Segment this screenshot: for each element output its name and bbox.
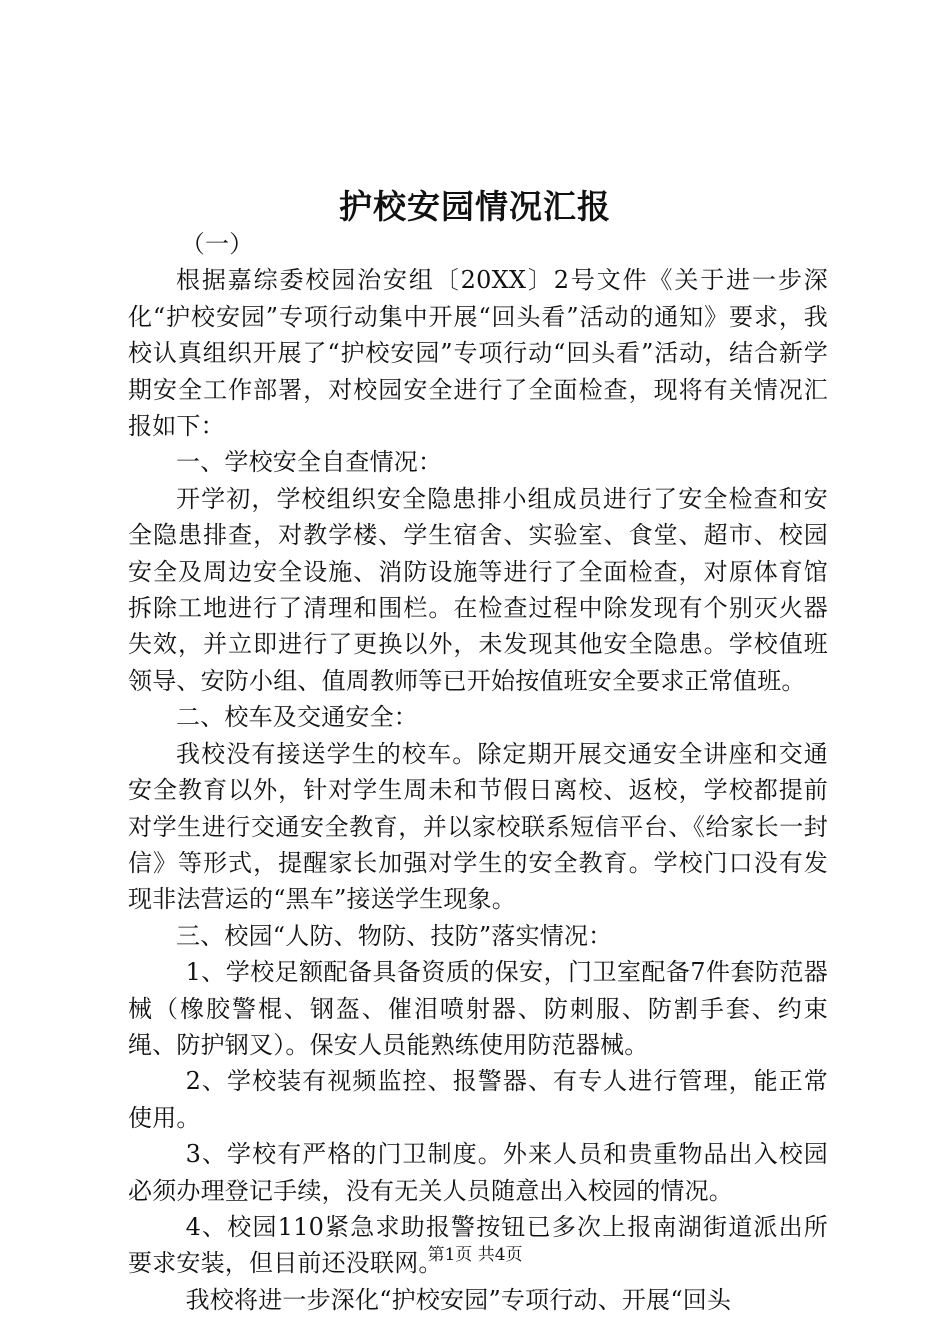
document-title: 护校安园情况汇报 (339, 187, 611, 226)
section-heading-3: 三、校园“人防、物防、技防”落实情况： (176, 921, 613, 950)
list-item-4: 4、校园110紧急求助报警按钮已多次上报南湖街道派出所要求安装，但目前还没联网。 (128, 1212, 828, 1278)
section-heading-2: 二、校车及交通安全： (176, 703, 418, 732)
list-item-3: 3、学校有严格的门卫制度。外来人员和贵重物品出入校园必须办理登记手续，没有无关人员随意出入校园的情况。 (128, 1140, 828, 1205)
page-number-footer: 第1页 共4页 (427, 1245, 523, 1265)
section-heading-1: 一、学校安全自查情况： (176, 448, 443, 477)
intro-paragraph: 根据嘉综委校园治安组〔20XX〕2号文件《关于进一步深化“护校安园”专项行动集中开展“回头看”活动的通知》要求，我校认真组织开展了“护校安园”专项行动“回头看”活动，结合新学期安全工作部署，对校园安全进行了全面检查，现将有关情况汇报如下： (128, 266, 828, 441)
list-item-1: 1、学校足额配备具备资质的保安，门卫室配备7件套防范器械（橡胶警棍、钢盔、催泪喷射器、防刺服、防割手套、约束绳、防护钢叉）。保安人员能熟练使用防范器械。 (128, 958, 828, 1059)
closing-paragraph: 我校将进一步深化“护校安园”专项行动、开展“回头 (185, 1285, 732, 1314)
document-body (128, 226, 828, 1318)
section-number: （一） (180, 230, 254, 258)
list-item-2: 2、学校装有视频监控、报警器、有专人进行管理，能正常使用。 (128, 1067, 828, 1132)
school-bus-paragraph: 我校没有接送学生的校车。除定期开展交通安全讲座和交通安全教育以外，针对学生周未和节假日离校、返校，学校都提前对学生进行交通安全教育，并以家校联系短信平台、《给家长一封信》等形式，提醒家长加强对学生的安全教育。学校门口没有发现非法营运的“黑车”接送学生现象。 (128, 739, 828, 914)
self-check-paragraph: 开学初，学校组织安全隐患排小组成员进行了安全检查和安全隐患排查，对教学楼、学生宿舍、实验室、食堂、超市、校园安全及周边安全设施、消防设施等进行了全面检查，对原体育馆拆除工地进行了清理和围栏。在检查过程中除发现有个别灭火器失效，并立即进行了更换以外，未发现其他安全隐患。学校值班领导、安防小组、值周教师等已开始按值班安全要求正常值班。 (128, 484, 828, 695)
